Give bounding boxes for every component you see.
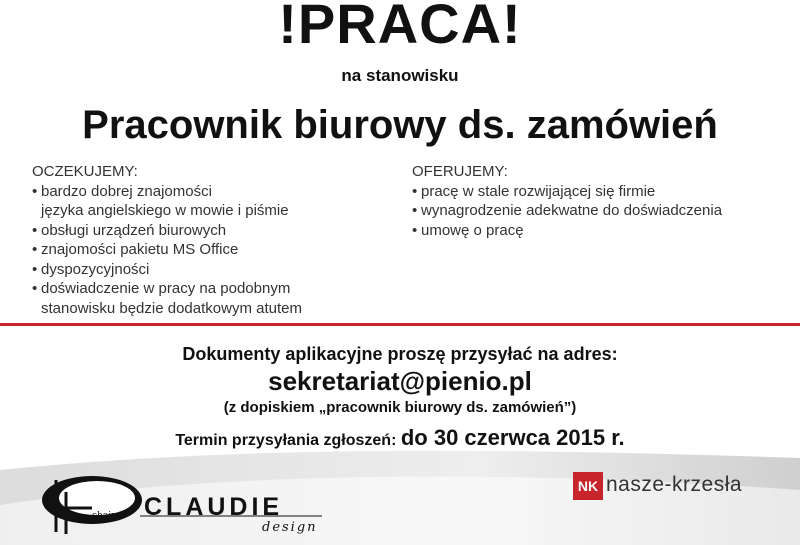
divider-line — [0, 323, 800, 326]
expectations-heading: OCZEKUJEMY: — [32, 163, 138, 180]
claudie-logo-tag: chairs — [92, 511, 121, 521]
expectations-list — [32, 182, 392, 319]
list-item: • umowę o pracę — [412, 221, 792, 241]
list-item: • doświadczenie w pracy na podobnym — [32, 279, 392, 299]
claudie-logo-subtext: design — [262, 520, 318, 535]
deadline-line — [0, 425, 800, 451]
expectations-section — [32, 162, 392, 318]
headline-title: !PRACA! — [278, 0, 522, 55]
claudie-logo-text: CLAUDIE — [144, 493, 284, 521]
list-item: • obsługi urządzeń biurowych — [32, 221, 392, 241]
list-item: • wynagrodzenie adekwatne do doświadczenia — [412, 201, 792, 221]
job-position-title: Pracownik biurowy ds. zamówień — [82, 103, 718, 147]
offer-list — [412, 182, 792, 241]
nk-badge-icon: NK — [573, 472, 603, 500]
application-instruction: Dokumenty aplikacyjne proszę przysyłać na adres: — [182, 344, 618, 364]
application-note: (z dopiskiem „pracownik biurowy ds. zamówień”) — [223, 399, 577, 416]
nasze-krzesla-logo-text: nasze-krzesła — [606, 473, 743, 496]
list-item: • dyspozycyjności — [32, 260, 392, 280]
deadline-date: do 30 czerwca 2015 r. — [400, 425, 625, 450]
contact-email[interactable]: sekretariat@pienio.pl — [268, 366, 532, 396]
offer-section — [412, 162, 792, 240]
offer-heading: OFERUJEMY: — [412, 163, 508, 180]
subheading: na stanowisku — [341, 66, 459, 85]
list-item-continuation: języka angielskiego w mowie i piśmie — [41, 202, 289, 219]
list-item: • bardzo dobrej znajomości — [32, 182, 392, 202]
list-item: • pracę w stale rozwijającej się firmie — [412, 182, 792, 202]
deadline-label: Termin przysyłania zgłoszeń: — [175, 432, 397, 449]
list-item-continuation: stanowisku będzie dodatkowym atutem — [41, 299, 302, 317]
list-item: • znajomości pakietu MS Office — [32, 240, 392, 260]
